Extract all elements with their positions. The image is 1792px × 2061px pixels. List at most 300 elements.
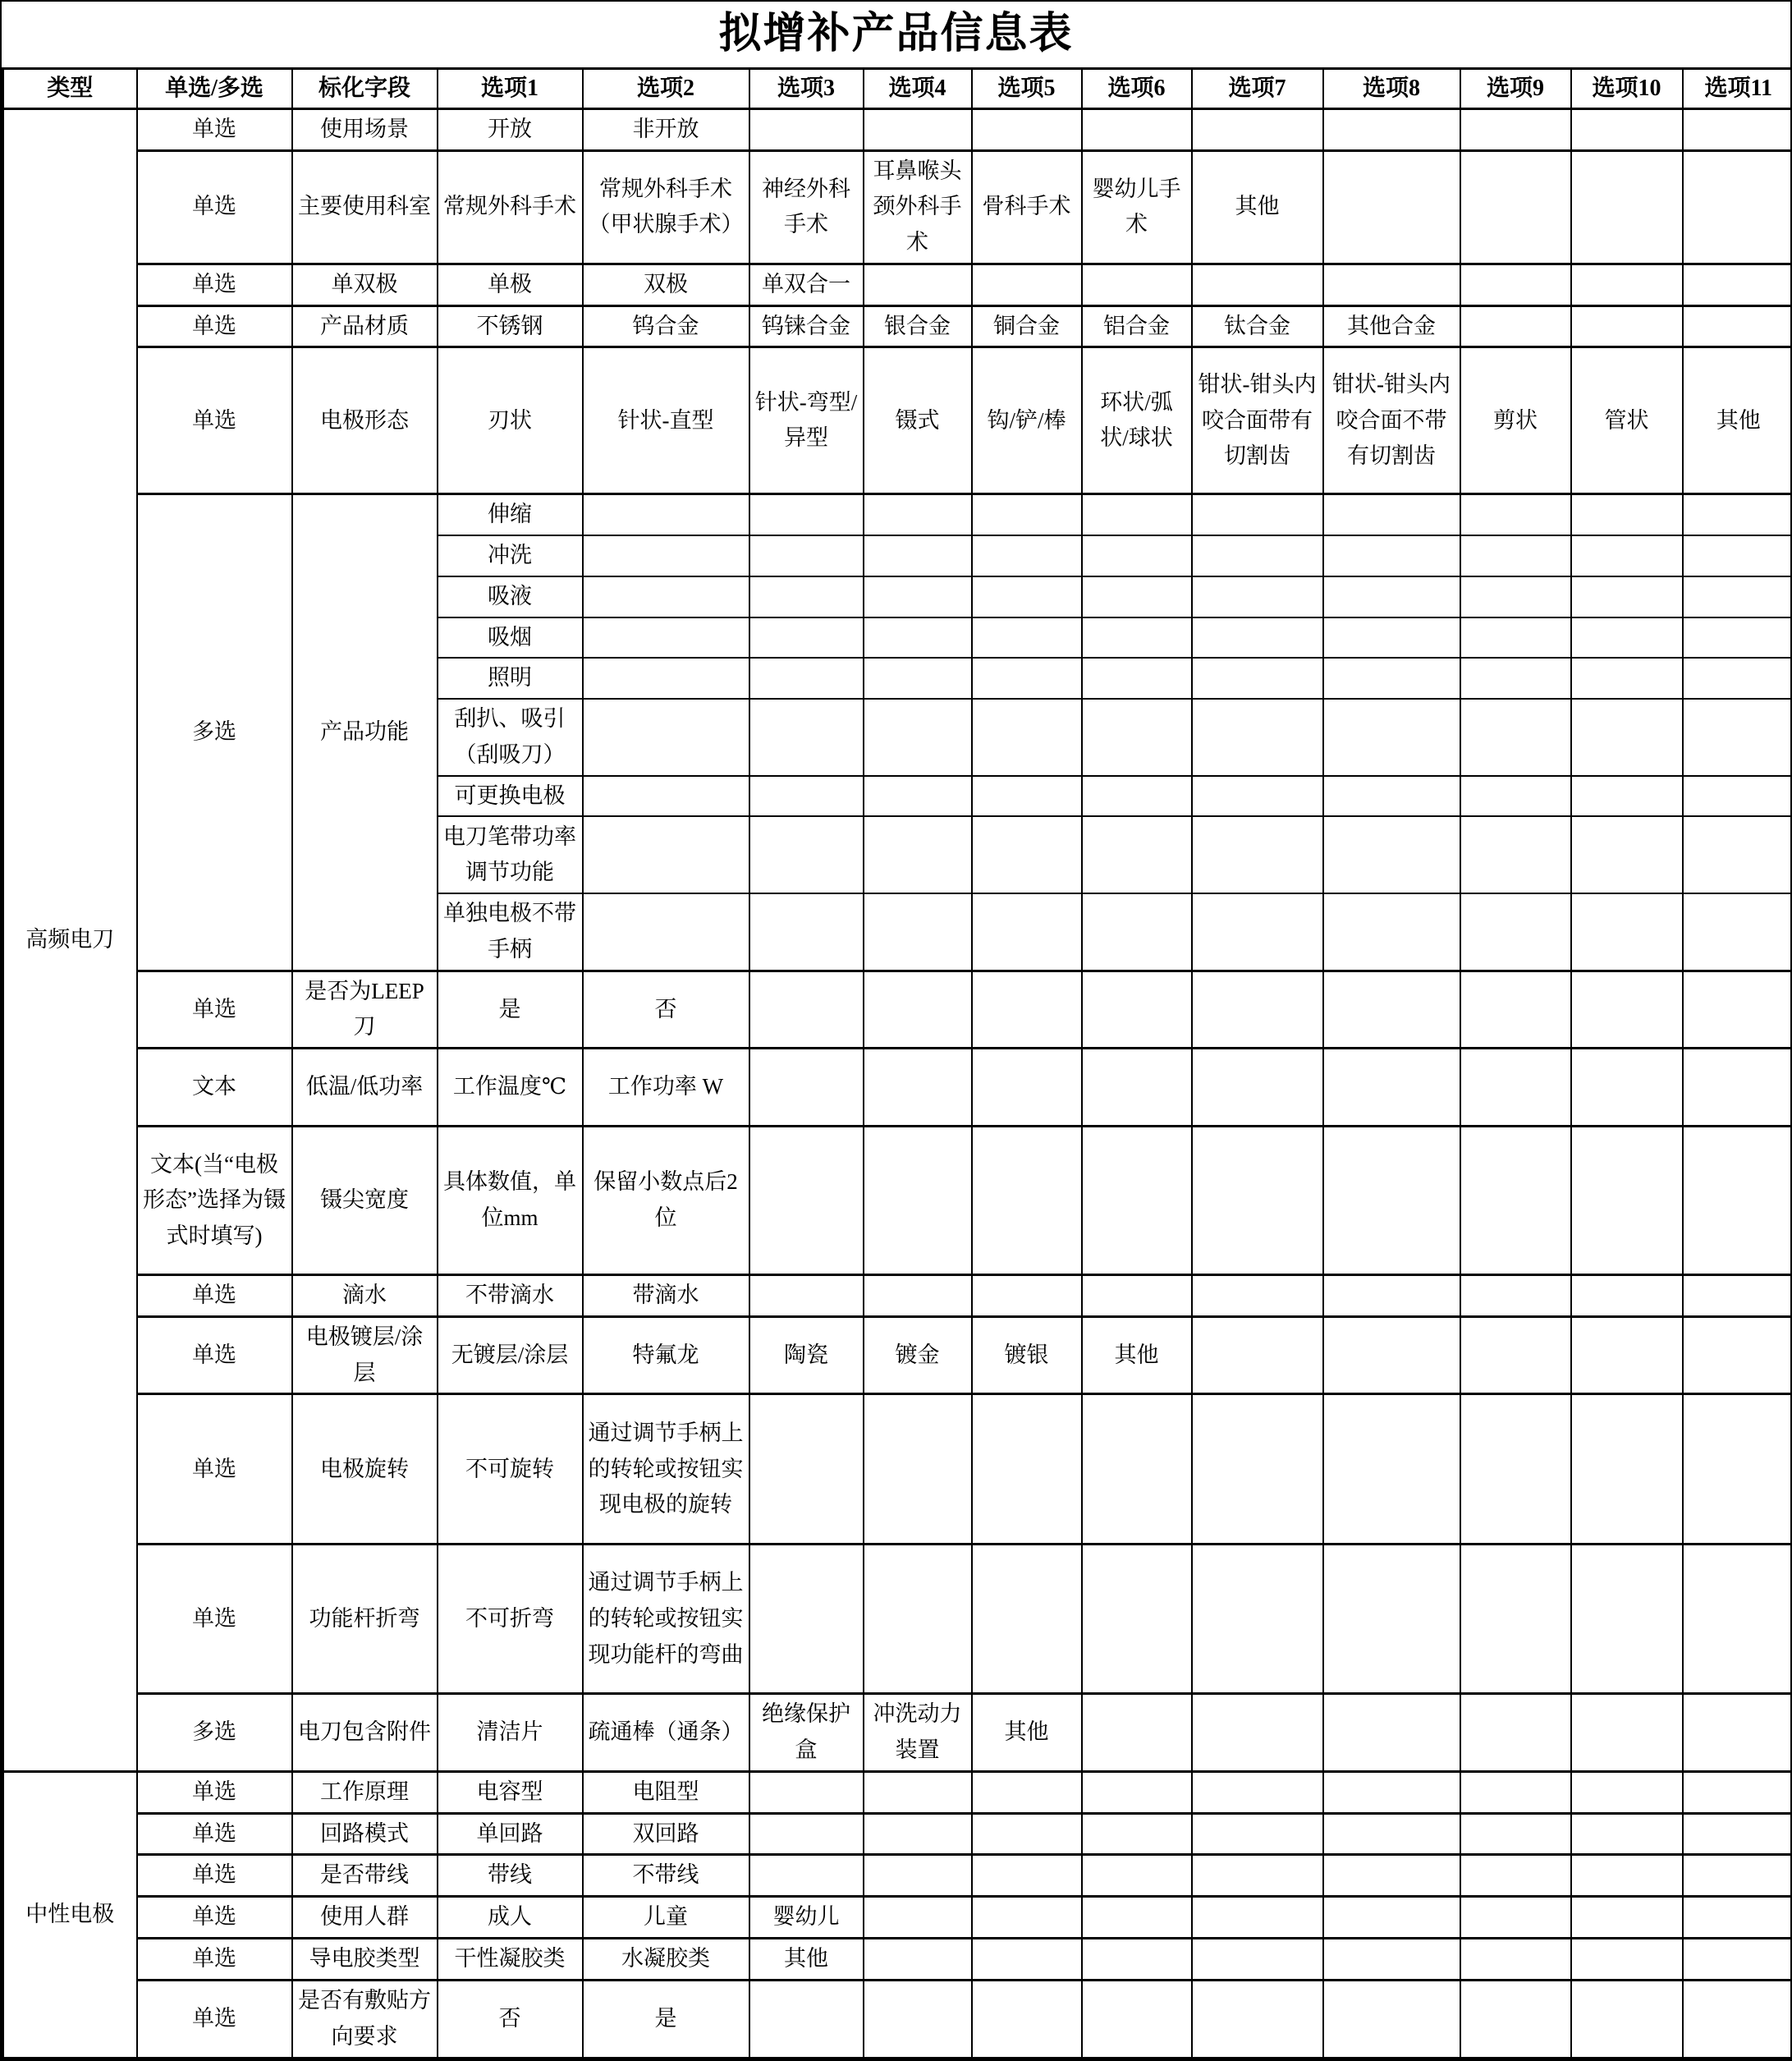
option-cell-empty bbox=[1192, 893, 1323, 971]
option-cell-empty bbox=[1571, 305, 1683, 347]
option-cell-empty bbox=[1571, 1980, 1683, 2058]
option-cell-empty bbox=[864, 1771, 972, 1813]
option-cell: 其他合金 bbox=[1323, 305, 1460, 347]
option-cell: 不锈钢 bbox=[438, 305, 583, 347]
option-cell-empty bbox=[1323, 576, 1460, 617]
option-cell: 冲洗动力装置 bbox=[864, 1694, 972, 1771]
option-cell-empty bbox=[972, 617, 1082, 659]
option-cell: 开放 bbox=[438, 109, 583, 151]
option-cell-empty bbox=[1082, 1545, 1192, 1694]
option-cell-empty bbox=[1683, 494, 1792, 535]
option-cell-empty bbox=[972, 971, 1082, 1048]
option-cell-empty bbox=[1460, 264, 1571, 305]
option-cell-empty bbox=[1460, 1938, 1571, 1980]
field-cell: 产品材质 bbox=[292, 305, 438, 347]
option-cell-empty bbox=[864, 1897, 972, 1939]
option-cell: 是 bbox=[583, 1980, 749, 2058]
option-cell-empty bbox=[1683, 1938, 1792, 1980]
option-cell-empty bbox=[1683, 658, 1792, 699]
option-cell-empty bbox=[864, 658, 972, 699]
option-cell: 特氟龙 bbox=[583, 1316, 749, 1393]
option-cell: 通过调节手柄上的转轮或按钮实现电极的旋转 bbox=[583, 1394, 749, 1545]
option-cell-empty bbox=[583, 535, 749, 576]
option-cell: 针状-弯型/异型 bbox=[749, 347, 864, 494]
mode-cell: 单选 bbox=[137, 1316, 292, 1393]
option-cell-empty bbox=[864, 576, 972, 617]
option-cell-empty bbox=[864, 617, 972, 659]
option-cell-empty bbox=[864, 109, 972, 151]
option-cell-empty bbox=[749, 617, 864, 659]
option-cell-empty bbox=[749, 776, 864, 817]
option-cell-empty bbox=[1571, 971, 1683, 1048]
option-cell-empty bbox=[1192, 109, 1323, 151]
option-cell-empty bbox=[1082, 1275, 1192, 1317]
option-cell: 带滴水 bbox=[583, 1275, 749, 1317]
option-cell: 钳状-钳头内咬合面不带有切割齿 bbox=[1323, 347, 1460, 494]
table-row bbox=[3, 1275, 1792, 1317]
option-cell-empty bbox=[1683, 1316, 1792, 1393]
option-cell-empty bbox=[864, 776, 972, 817]
table-header bbox=[3, 69, 1792, 109]
option-cell-empty bbox=[972, 893, 1082, 971]
mode-cell: 单选 bbox=[137, 150, 292, 264]
field-cell: 是否有敷贴方向要求 bbox=[292, 1980, 438, 2058]
option-cell-empty bbox=[1683, 893, 1792, 971]
option-cell-empty bbox=[749, 494, 864, 535]
option-cell-empty bbox=[864, 1813, 972, 1855]
option-cell-empty bbox=[1460, 1049, 1571, 1127]
field-cell: 电极形态 bbox=[292, 347, 438, 494]
option-cell: 耳鼻喉头颈外科手术 bbox=[864, 150, 972, 264]
subrow-option-cell: 冲洗 bbox=[438, 535, 583, 576]
page-title: 拟增补产品信息表 bbox=[2, 2, 1790, 67]
option-cell: 针状-直型 bbox=[583, 347, 749, 494]
option-cell-empty bbox=[1323, 1771, 1460, 1813]
option-cell-empty bbox=[864, 535, 972, 576]
option-cell-empty bbox=[1082, 893, 1192, 971]
table-row bbox=[3, 1049, 1792, 1127]
mode-cell: 单选 bbox=[137, 1545, 292, 1694]
option-cell-empty bbox=[749, 1771, 864, 1813]
option-cell-empty bbox=[1460, 1897, 1571, 1939]
option-cell: 神经外科手术 bbox=[749, 150, 864, 264]
option-cell-empty bbox=[1571, 494, 1683, 535]
col-header-option-7: 选项7 bbox=[1192, 69, 1323, 109]
option-cell-empty bbox=[864, 1938, 972, 1980]
option-cell-empty bbox=[864, 1980, 972, 2058]
option-cell-empty bbox=[1082, 494, 1192, 535]
option-cell-empty bbox=[1082, 971, 1192, 1048]
option-cell-empty bbox=[1683, 1980, 1792, 2058]
option-cell-empty bbox=[1683, 1049, 1792, 1127]
option-cell-empty bbox=[1683, 699, 1792, 775]
option-cell-empty bbox=[1683, 535, 1792, 576]
option-cell: 是 bbox=[438, 971, 583, 1048]
option-cell-empty bbox=[1323, 1049, 1460, 1127]
option-cell-empty bbox=[749, 816, 864, 893]
option-cell-empty bbox=[1683, 971, 1792, 1048]
option-cell-empty bbox=[749, 658, 864, 699]
option-cell: 其他 bbox=[1192, 150, 1323, 264]
field-cell: 镊尖宽度 bbox=[292, 1127, 438, 1275]
option-cell-empty bbox=[972, 1897, 1082, 1939]
option-cell-empty bbox=[1683, 1394, 1792, 1545]
option-cell-empty bbox=[1192, 1275, 1323, 1317]
option-cell-empty bbox=[1571, 1938, 1683, 1980]
field-cell: 主要使用科室 bbox=[292, 150, 438, 264]
option-cell-empty bbox=[1571, 816, 1683, 893]
option-cell-empty bbox=[1323, 699, 1460, 775]
table-row bbox=[3, 1694, 1792, 1771]
option-cell-empty bbox=[583, 658, 749, 699]
option-cell-empty bbox=[749, 1275, 864, 1317]
col-header-option-9: 选项9 bbox=[1460, 69, 1571, 109]
mode-cell: 多选 bbox=[137, 1694, 292, 1771]
mode-cell: 单选 bbox=[137, 1771, 292, 1813]
option-cell-empty bbox=[583, 576, 749, 617]
mode-cell: 单选 bbox=[137, 109, 292, 151]
col-header-option-2: 选项2 bbox=[583, 69, 749, 109]
option-cell-empty bbox=[1082, 1771, 1192, 1813]
option-cell-empty bbox=[749, 1980, 864, 2058]
field-cell: 低温/低功率 bbox=[292, 1049, 438, 1127]
option-cell-empty bbox=[749, 109, 864, 151]
option-cell-empty bbox=[1683, 264, 1792, 305]
option-cell-empty bbox=[749, 1049, 864, 1127]
option-cell-empty bbox=[972, 1275, 1082, 1317]
option-cell-empty bbox=[1192, 816, 1323, 893]
option-cell: 干性凝胶类 bbox=[438, 1938, 583, 1980]
option-cell-empty bbox=[1571, 1394, 1683, 1545]
option-cell-empty bbox=[1192, 1545, 1323, 1694]
option-cell-empty bbox=[1323, 893, 1460, 971]
field-cell: 单双极 bbox=[292, 264, 438, 305]
option-cell-empty bbox=[583, 617, 749, 659]
option-cell: 否 bbox=[583, 971, 749, 1048]
option-cell-empty bbox=[1323, 1694, 1460, 1771]
option-cell-empty bbox=[1460, 1771, 1571, 1813]
option-cell-empty bbox=[1460, 816, 1571, 893]
option-cell: 通过调节手柄上的转轮或按钮实现功能杆的弯曲 bbox=[583, 1545, 749, 1694]
field-cell: 产品功能 bbox=[292, 494, 438, 971]
field-cell: 滴水 bbox=[292, 1275, 438, 1317]
option-cell-empty bbox=[972, 776, 1082, 817]
option-cell-empty bbox=[864, 1275, 972, 1317]
option-cell-empty bbox=[864, 893, 972, 971]
option-cell-empty bbox=[1082, 1127, 1192, 1275]
option-cell-empty bbox=[972, 1394, 1082, 1545]
option-cell-empty bbox=[1571, 658, 1683, 699]
option-cell-empty bbox=[1683, 576, 1792, 617]
option-cell-empty bbox=[1460, 1980, 1571, 2058]
table-row bbox=[3, 1897, 1792, 1939]
option-cell-empty bbox=[1082, 658, 1192, 699]
type-cell: 中性电极 bbox=[3, 1771, 137, 2058]
option-cell-empty bbox=[1082, 1938, 1192, 1980]
option-cell-empty bbox=[972, 109, 1082, 151]
option-cell-empty bbox=[1082, 109, 1192, 151]
option-cell-empty bbox=[864, 1545, 972, 1694]
col-header-option-5: 选项5 bbox=[972, 69, 1082, 109]
option-cell: 其他 bbox=[749, 1938, 864, 1980]
option-cell-empty bbox=[1192, 264, 1323, 305]
mode-cell: 单选 bbox=[137, 264, 292, 305]
option-cell-empty bbox=[1460, 305, 1571, 347]
option-cell: 儿童 bbox=[583, 1897, 749, 1939]
option-cell: 非开放 bbox=[583, 109, 749, 151]
option-cell-empty bbox=[749, 893, 864, 971]
mode-cell: 单选 bbox=[137, 305, 292, 347]
option-cell-empty bbox=[1192, 1813, 1323, 1855]
option-cell-empty bbox=[1683, 1897, 1792, 1939]
mode-cell: 单选 bbox=[137, 1938, 292, 1980]
option-cell: 管状 bbox=[1571, 347, 1683, 494]
mode-cell: 单选 bbox=[137, 1813, 292, 1855]
option-cell: 电容型 bbox=[438, 1771, 583, 1813]
option-cell: 无镀层/涂层 bbox=[438, 1316, 583, 1393]
subrow-option-cell: 伸缩 bbox=[438, 494, 583, 535]
option-cell-empty bbox=[1460, 1127, 1571, 1275]
option-cell-empty bbox=[864, 1394, 972, 1545]
option-cell-empty bbox=[749, 1394, 864, 1545]
option-cell: 钩/铲/棒 bbox=[972, 347, 1082, 494]
option-cell-empty bbox=[1323, 617, 1460, 659]
option-cell-empty bbox=[864, 1855, 972, 1897]
option-cell-empty bbox=[749, 971, 864, 1048]
option-cell-empty bbox=[1460, 1813, 1571, 1855]
option-cell-empty bbox=[1460, 494, 1571, 535]
option-cell-empty bbox=[749, 576, 864, 617]
option-cell-empty bbox=[1082, 264, 1192, 305]
option-cell-empty bbox=[1323, 109, 1460, 151]
field-cell: 使用场景 bbox=[292, 109, 438, 151]
option-cell-empty bbox=[1082, 1980, 1192, 2058]
table-row bbox=[3, 1316, 1792, 1393]
field-cell: 电刀包含附件 bbox=[292, 1694, 438, 1771]
option-cell-empty bbox=[1460, 617, 1571, 659]
option-cell-empty bbox=[1192, 1855, 1323, 1897]
option-cell: 不可折弯 bbox=[438, 1545, 583, 1694]
table-row bbox=[3, 109, 1792, 151]
option-cell-empty bbox=[1323, 150, 1460, 264]
option-cell-empty bbox=[1571, 699, 1683, 775]
option-cell-empty bbox=[864, 494, 972, 535]
option-cell: 清洁片 bbox=[438, 1694, 583, 1771]
option-cell-empty bbox=[1082, 699, 1192, 775]
option-cell-empty bbox=[864, 971, 972, 1048]
option-cell: 工作温度℃ bbox=[438, 1049, 583, 1127]
option-cell-empty bbox=[1323, 1275, 1460, 1317]
option-cell-empty bbox=[1460, 1694, 1571, 1771]
col-header-option-1: 选项1 bbox=[438, 69, 583, 109]
option-cell-empty bbox=[1571, 617, 1683, 659]
option-cell-empty bbox=[1571, 264, 1683, 305]
subrow-option-cell: 照明 bbox=[438, 658, 583, 699]
table-row bbox=[3, 1855, 1792, 1897]
option-cell-empty bbox=[864, 699, 972, 775]
option-cell-empty bbox=[1460, 1316, 1571, 1393]
field-cell: 电极旋转 bbox=[292, 1394, 438, 1545]
option-cell-empty bbox=[1683, 150, 1792, 264]
option-cell-empty bbox=[1082, 1049, 1192, 1127]
option-cell-empty bbox=[1082, 1694, 1192, 1771]
table-row bbox=[3, 347, 1792, 494]
option-cell: 电阻型 bbox=[583, 1771, 749, 1813]
option-cell-empty bbox=[1323, 1897, 1460, 1939]
mode-cell: 单选 bbox=[137, 1394, 292, 1545]
option-cell: 常规外科手术 bbox=[438, 150, 583, 264]
option-cell: 常规外科手术（甲状腺手术） bbox=[583, 150, 749, 264]
option-cell-empty bbox=[749, 535, 864, 576]
option-cell-empty bbox=[1683, 1545, 1792, 1694]
option-cell: 工作功率 W bbox=[583, 1049, 749, 1127]
col-header-field: 标化字段 bbox=[292, 69, 438, 109]
table-row bbox=[3, 1545, 1792, 1694]
option-cell: 陶瓷 bbox=[749, 1316, 864, 1393]
option-cell-empty bbox=[1683, 109, 1792, 151]
option-cell-empty bbox=[1192, 1980, 1323, 2058]
option-cell-empty bbox=[1192, 1897, 1323, 1939]
table-row bbox=[3, 971, 1792, 1048]
option-cell-empty bbox=[1571, 1545, 1683, 1694]
option-cell: 婴幼儿手术 bbox=[1082, 150, 1192, 264]
table-row bbox=[3, 1127, 1792, 1275]
option-cell-empty bbox=[972, 1049, 1082, 1127]
option-cell-empty bbox=[1683, 1813, 1792, 1855]
option-cell-empty bbox=[1571, 1855, 1683, 1897]
subrow-option-cell: 刮扒、吸引（刮吸刀） bbox=[438, 699, 583, 775]
option-cell-empty bbox=[1460, 1394, 1571, 1545]
option-cell-empty bbox=[864, 1127, 972, 1275]
option-cell-empty bbox=[1082, 535, 1192, 576]
option-cell: 其他 bbox=[972, 1694, 1082, 1771]
field-cell: 工作原理 bbox=[292, 1771, 438, 1813]
option-cell: 骨科手术 bbox=[972, 150, 1082, 264]
option-cell: 其他 bbox=[1683, 347, 1792, 494]
option-cell-empty bbox=[1192, 776, 1323, 817]
option-cell-empty bbox=[864, 816, 972, 893]
option-cell-empty bbox=[1192, 1771, 1323, 1813]
table-row bbox=[3, 150, 1792, 264]
option-cell: 刃状 bbox=[438, 347, 583, 494]
col-header-option-8: 选项8 bbox=[1323, 69, 1460, 109]
mode-cell: 单选 bbox=[137, 1980, 292, 2058]
option-cell-empty bbox=[583, 494, 749, 535]
option-cell-empty bbox=[1323, 776, 1460, 817]
option-cell-empty bbox=[583, 776, 749, 817]
option-cell-empty bbox=[1192, 617, 1323, 659]
option-cell-empty bbox=[1460, 699, 1571, 775]
option-cell-empty bbox=[1571, 150, 1683, 264]
option-cell: 绝缘保护盒 bbox=[749, 1694, 864, 1771]
option-cell: 镊式 bbox=[864, 347, 972, 494]
option-cell: 铝合金 bbox=[1082, 305, 1192, 347]
option-cell-empty bbox=[583, 893, 749, 971]
field-cell: 是否为LEEP刀 bbox=[292, 971, 438, 1048]
option-cell-empty bbox=[1460, 971, 1571, 1048]
option-cell: 保留小数点后2位 bbox=[583, 1127, 749, 1275]
option-cell-empty bbox=[1082, 1394, 1192, 1545]
field-cell: 功能杆折弯 bbox=[292, 1545, 438, 1694]
option-cell: 剪状 bbox=[1460, 347, 1571, 494]
option-cell-empty bbox=[1460, 658, 1571, 699]
option-cell: 其他 bbox=[1082, 1316, 1192, 1393]
option-cell-empty bbox=[749, 1855, 864, 1897]
mode-cell: 文本 bbox=[137, 1049, 292, 1127]
option-cell-empty bbox=[1460, 535, 1571, 576]
subrow-option-cell: 吸液 bbox=[438, 576, 583, 617]
option-cell-empty bbox=[1571, 1897, 1683, 1939]
product-info-table bbox=[2, 67, 1792, 2059]
option-cell-empty bbox=[1323, 1316, 1460, 1393]
option-cell-empty bbox=[1460, 1275, 1571, 1317]
table-row bbox=[3, 264, 1792, 305]
option-cell-empty bbox=[1192, 658, 1323, 699]
option-cell-empty bbox=[1683, 1127, 1792, 1275]
option-cell-empty bbox=[1192, 1316, 1323, 1393]
option-cell-empty bbox=[864, 1049, 972, 1127]
table-row bbox=[3, 494, 1792, 535]
option-cell-empty bbox=[1192, 1694, 1323, 1771]
option-cell-empty bbox=[1571, 1275, 1683, 1317]
option-cell-empty bbox=[1323, 971, 1460, 1048]
table-row bbox=[3, 1938, 1792, 1980]
option-cell-empty bbox=[1571, 1127, 1683, 1275]
option-cell: 钳状-钳头内咬合面带有切割齿 bbox=[1192, 347, 1323, 494]
option-cell-empty bbox=[1460, 109, 1571, 151]
option-cell-empty bbox=[1192, 1127, 1323, 1275]
option-cell-empty bbox=[1683, 1771, 1792, 1813]
table-body bbox=[3, 109, 1792, 2059]
field-cell: 电极镀层/涂层 bbox=[292, 1316, 438, 1393]
option-cell-empty bbox=[1571, 1049, 1683, 1127]
option-cell-empty bbox=[1460, 576, 1571, 617]
option-cell-empty bbox=[1571, 109, 1683, 151]
option-cell-empty bbox=[1683, 617, 1792, 659]
table-row bbox=[3, 1980, 1792, 2058]
option-cell-empty bbox=[1323, 1980, 1460, 2058]
option-cell-empty bbox=[749, 1813, 864, 1855]
option-cell-empty bbox=[1082, 617, 1192, 659]
option-cell-empty bbox=[1192, 699, 1323, 775]
option-cell-empty bbox=[972, 1545, 1082, 1694]
option-cell-empty bbox=[972, 1771, 1082, 1813]
option-cell: 单极 bbox=[438, 264, 583, 305]
option-cell-empty bbox=[749, 699, 864, 775]
option-cell-empty bbox=[972, 535, 1082, 576]
option-cell: 单双合一 bbox=[749, 264, 864, 305]
option-cell-empty bbox=[1460, 1545, 1571, 1694]
option-cell-empty bbox=[1192, 535, 1323, 576]
option-cell-empty bbox=[1460, 893, 1571, 971]
subrow-option-cell: 单独电极不带手柄 bbox=[438, 893, 583, 971]
option-cell-empty bbox=[1571, 1694, 1683, 1771]
option-cell-empty bbox=[1323, 1813, 1460, 1855]
option-cell: 具体数值，单位mm bbox=[438, 1127, 583, 1275]
option-cell-empty bbox=[972, 576, 1082, 617]
option-cell: 不可旋转 bbox=[438, 1394, 583, 1545]
option-cell-empty bbox=[972, 264, 1082, 305]
option-cell-empty bbox=[1571, 1771, 1683, 1813]
option-cell-empty bbox=[1323, 535, 1460, 576]
option-cell-empty bbox=[1082, 776, 1192, 817]
option-cell-empty bbox=[1192, 1049, 1323, 1127]
option-cell-empty bbox=[1683, 1855, 1792, 1897]
option-cell-empty bbox=[1082, 1897, 1192, 1939]
option-cell-empty bbox=[583, 816, 749, 893]
option-cell-empty bbox=[1460, 150, 1571, 264]
mode-cell: 单选 bbox=[137, 1855, 292, 1897]
